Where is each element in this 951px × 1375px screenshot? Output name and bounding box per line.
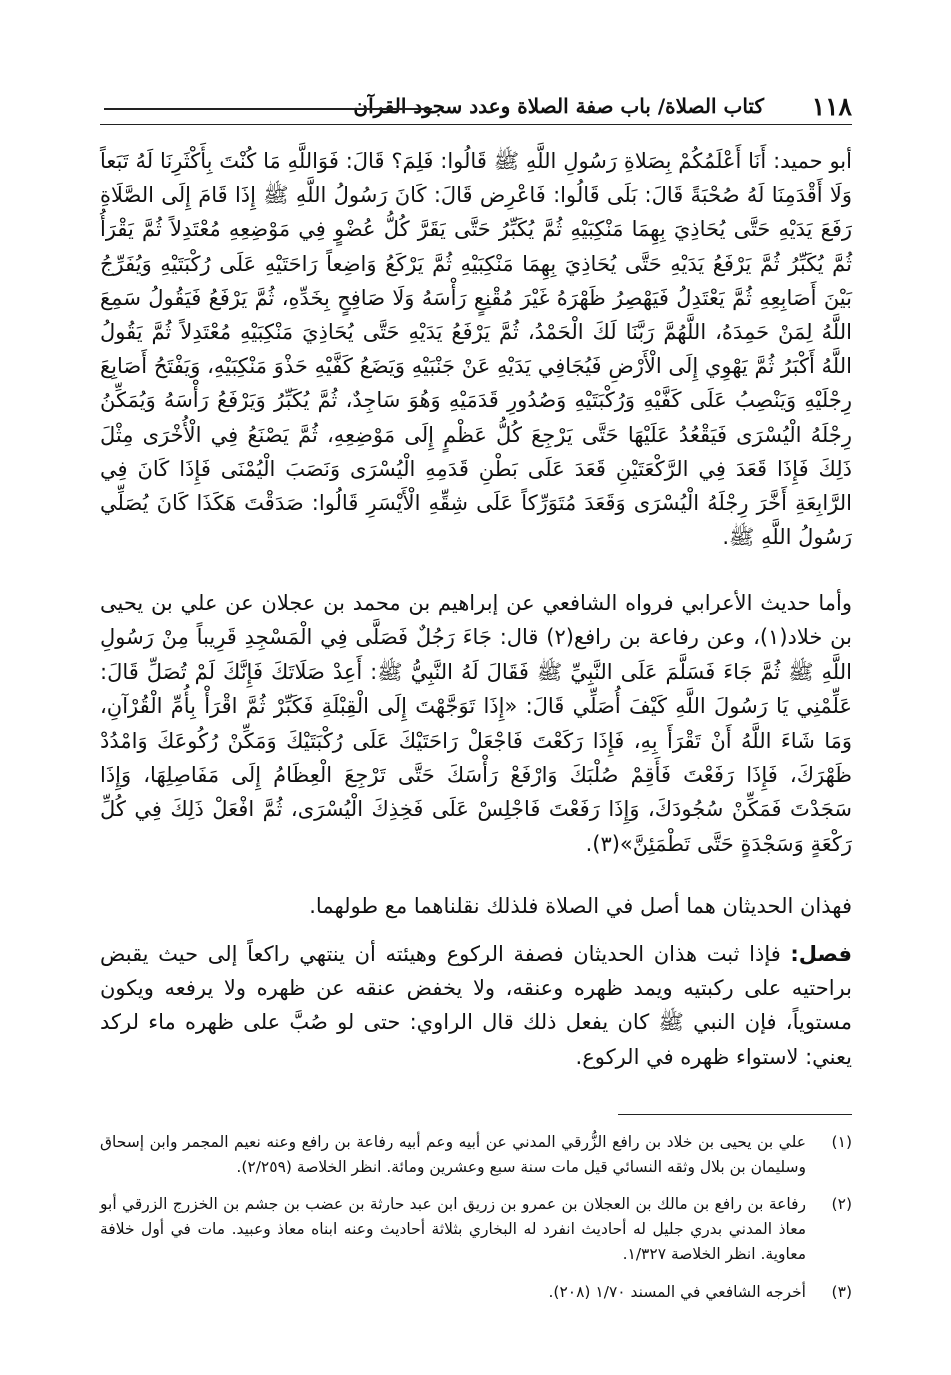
header-underline [100,124,852,125]
footnote-number: (١) [831,1133,852,1151]
header-rule [104,108,432,110]
section-label: فصل: [790,942,852,966]
footnote-text: رفاعة بن رافع بن مالك بن العجلان بن عمرو بن زريق ابن عبد حارثة بن عضب بن جشم بن الخزرج الزرقي أبو معاذ المدني بدري جليل له أحاديث انفرد له البخاري بثلاثة أحاديث وعنه ابناه معاذ وعبيد. مات في أول خلافة معاوية. انظر الخلاصة ١/٣٢٧. [100,1195,806,1263]
paragraph-conclusion: فهذان الحديثان هما أصل في الصلاة فلذلك نقلناهما مع طولهما. [309,894,852,918]
footnote-number: (٣) [831,1283,852,1301]
page-number: ١١٨ [811,92,852,121]
footnote-separator [618,1114,852,1115]
footnote [100,1280,852,1305]
paragraph-hadith-arabi: وأما حديث الأعرابي فرواه الشافعي عن إبراهيم بن محمد بن عجلان عن علي بن يحيى بن خلاد(١)، وعن رفاعة بن رافع(٢) قال: جَاءَ رَجُلٌ فَصَلَّى فِي الْمَسْجِدِ قَرِيباً مِنْ رَسُولِ اللَّهِ ﷺ ثُمَّ جَاءَ فَسَلَّمَ عَلَى النَّبِيِّ ﷺ فَقَالَ لَهُ النَّبِيُّ ﷺ: أَعِدْ صَلَاتَكَ فَإِنَّكَ لَمْ تُصَلِّ قَالَ: عَلِّمْنِي يَا رَسُولَ اللَّهِ كَيْفَ أُصَلِّي قَالَ: «إِذَا تَوَجَّهْتَ إِلَى الْقِبْلَةِ فَكَبِّرْ ثُمَّ اقْرَأْ بِأُمِّ الْقُرْآنِ، وَمَا شَاءَ اللَّهُ أَنْ تَقْرَأَ بِهِ، فَإِذَا رَكَعْتَ فَاجْعَلْ رَاحَتَيْكَ عَلَى رُكْبَتَيْكَ وَمَكِّنْ رُكُوعَكَ وَامْدُدْ ظَهْرَكَ، فَإِذَا رَفَعْتَ فَأَقِمْ صُلْبَكَ وَارْفَعْ رَأْسَكَ حَتَّى تَرْجِعَ الْعِظَامُ إِلَى مَفَاصِلِهَا، وَإِذَا سَجَدْتَ فَمَكِّنْ سُجُودَكَ، وَإِذَا رَفَعْتَ فَاجْلِسْ عَلَى فَخِذِكَ الْيُسْرَى، ثُمَّ افْعَلْ ذَلِكَ فِي كُلِّ رَكْعَةٍ وَسَجْدَةٍ حَتَّى تَطْمَئِنَّ»(٣). [100,591,852,856]
page-header [100,92,852,126]
paragraph-fasl [100,937,852,1074]
section-text: فإذا ثبت هذان الحديثان فصفة الركوع وهيئته أن ينتهي راكعاً إلى حيث يقبض براحتيه على ركبتيه ويمد ظهره وعنقه، ولا يخفض عنقه عن ظهره ولا يرفعه ويكون مستوياً، فإن النبي ﷺ كان يفعل ذلك قال الراوي: حتى لو صُبَّ على ظهره ماء لركد يعني: لاستواء ظهره في الركوع. [100,942,852,1069]
footnote [100,1130,852,1180]
running-title: كتاب الصلاة/ باب صفة الصلاة وعدد سجود القرآن [353,94,764,118]
footnote [100,1192,852,1267]
footnote-text: أخرجه الشافعي في المسند ١/٧٠ (٢٠٨). [548,1283,806,1301]
footnote-text: علي بن يحيى بن خلاد بن رافع الزُّرقي المدني عن أبيه وعم أبيه رفاعة بن رافع وعنه نعيم المجمر وابن إسحاق وسليمان بن بلال وثقه النسائي قيل مات سنة سبع وعشرين ومائة. انظر الخلاصة (٢/٢٥٩). [100,1133,806,1176]
footnote-number: (٢) [831,1195,852,1213]
paragraph-hadith-abu-humaid: أبو حميد: أَنَا أَعْلَمُكُمْ بِصَلاةِ رَسُولِ اللَّهِ ﷺ قَالُوا: فَلِمَ؟ قَالَ: فَوَاللَّهِ مَا كُنْتَ بِأَكْثَرِنَا لَهُ تَبَعاً وَلَا أَقْدَمِنَا لَهُ صُحْبَةً قَالَ: بَلَى قَالُوا: فَاعْرِض قَالَ: كَانَ رَسُولُ اللَّهِ ﷺ إِذَا قَامَ إِلَى الصَّلَاةِ رَفَعَ يَدَيْهِ حَتَّى يُحَاذِيَ بِهِمَا مَنْكِبَيْهِ ثُمَّ يُكَبِّرُ حَتَّى يَقَرَّ كُلُّ عُضْوٍ فِي مَوْضِعِهِ مُعْتَدِلاً ثُمَّ يَقْرَأُ ثُمَّ يُكَبِّرُ ثُمَّ يَرْفَعُ يَدَيْهِ حَتَّى يُحَاذِيَ بِهِمَا مَنْكِبَيْهِ ثُمَّ يَرْكَعُ وَاضِعاً رَاحَتَيْهِ عَلَى رُكْبَتَيْهِ وَيُفَرِّجُ بَيْنَ أَصَابِعِهِ ثُمَّ يَعْتَدِلُ فَيَهْصِرُ ظَهْرَهُ غَيْرَ مُقْنِعٍ رَأْسَهُ وَلَا صَافِحٍ بِخَدِّهِ، ثُمَّ يَرْفَعُ فَيَقُولُ سَمِعَ اللَّهُ لِمَنْ حَمِدَهُ، اللَّهُمَّ رَبَّنَا لَكَ الْحَمْدُ، ثُمَّ يَرْفَعُ يَدَيْهِ حَتَّى يُحَاذِيَ مَنْكِبَيْهِ مُعْتَدِلاً ثُمَّ يَقُولُ اللَّهُ أَكْبَرُ ثُمَّ يَهْوِي إِلَى الْأَرْضِ فَيُجَافِي يَدَيْهِ عَنْ جَنْبَيْهِ وَيَضَعُ كَفَّيْهِ حَذْوَ مَنْكِبَيْهِ، وَيَفْتَحُ أَصَابِعَ رِجْلَيْهِ وَيَنْصِبُ عَلَى كَفَّيْهِ وَرُكْبَتَيْهِ وَصُدُورِ قَدَمَيْهِ وَهُوَ سَاجِدٌ، ثُمَّ يُكَبِّرُ وَيَرْفَعُ رَأْسَهُ وَيُمَكِّنُ رِجْلَهُ الْيُسْرَى فَيَقْعُدُ عَلَيْهَا حَتَّى يَرْجِعَ كُلُّ عَظْمٍ إِلَى مَوْضِعِهِ، ثُمَّ يَصْنَعُ فِي الْأُخْرَى مِثْلَ ذَلِكَ فَإِذَا قَعَدَ فِي الرَّكْعَتَيْنِ قَعَدَ عَلَى بَطْنِ قَدَمِهِ الْيُسْرَى وَنَصَبَ الْيُمْنَى فَإِذَا كَانَ فِي الرَّابِعَةِ أَخَّرَ رِجْلَهُ الْيُسْرَى وَقَعَدَ مُتَوَرِّكاً عَلَى شِقِّهِ الْأَيْسَرِ قَالُوا: صَدَقْتَ هَكَذَا كَانَ يُصَلِّي رَسُولُ اللَّهِ ﷺ. [100,149,852,550]
